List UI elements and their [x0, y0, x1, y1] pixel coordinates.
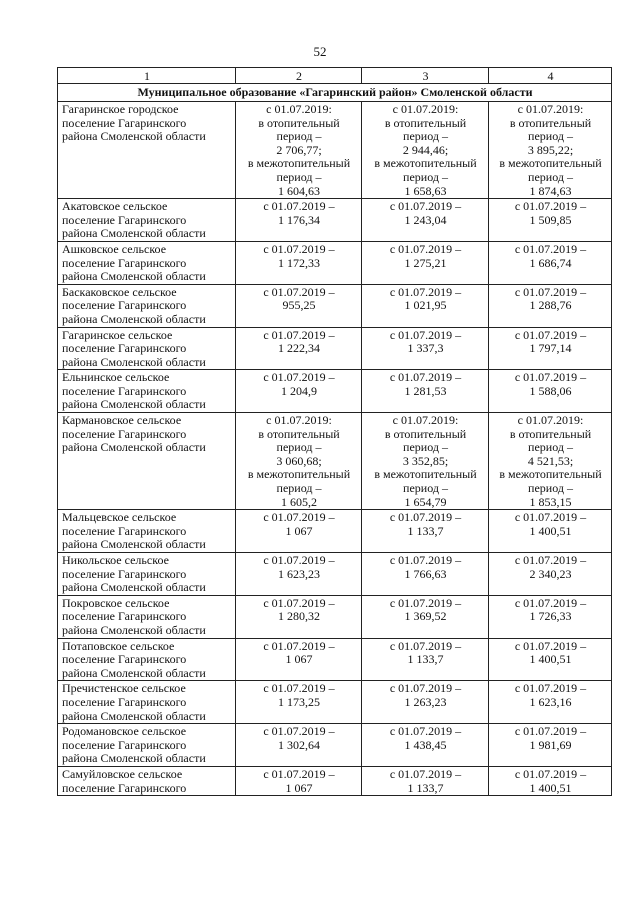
settlement-name-line: поселение Гагаринского	[62, 341, 187, 356]
tariff-text-line: с 01.07.2019:	[517, 413, 584, 428]
tariff-text-line: 1 067	[285, 652, 313, 667]
tariff-text-line: 1 726,33	[529, 609, 572, 624]
tariff-text-line: 3 895,22;	[527, 142, 574, 157]
column-number-4: 4	[489, 68, 612, 84]
tariff-text-line: период –	[528, 440, 573, 455]
tariff-text-line: с 01.07.2019 –	[263, 241, 335, 256]
tariff-text-line: 1 438,45	[404, 737, 447, 752]
tariff-text-line: 1 172,33	[278, 255, 320, 270]
tariff-text-line: 1 173,25	[278, 694, 320, 709]
settlement-name-cell	[58, 370, 236, 413]
settlement-name-line: Гагаринское городское	[62, 102, 179, 116]
tariff-cell-col4	[489, 102, 612, 199]
tariff-cell-col2	[236, 370, 362, 413]
tariff-cell-col3	[362, 370, 489, 413]
settlement-name-line: поселение Гагаринского	[62, 694, 187, 709]
settlement-name-cell	[58, 413, 236, 510]
tariff-text-line: 1 588,06	[529, 383, 572, 398]
tariff-text-line: с 01.07.2019 –	[514, 241, 587, 256]
settlement-name-line: Никольское сельское	[62, 553, 169, 567]
table-row	[58, 724, 612, 767]
settlement-name-line: поселение Гагаринского	[62, 609, 187, 624]
tariff-text-line: 2 340,23	[529, 566, 572, 581]
tariff-text-line: в межотопительный	[499, 467, 602, 482]
settlement-name-line: Кармановское сельское	[62, 413, 182, 428]
tariff-cell-col3	[362, 241, 489, 284]
settlement-name-line: Родомановское сельское	[62, 724, 187, 739]
tariff-cell-col4	[489, 638, 612, 681]
tariff-cell-col4	[489, 553, 612, 596]
tariff-cell-col2	[236, 241, 362, 284]
tariff-text-line: период –	[403, 169, 448, 184]
tariff-text-line: 1 243,04	[404, 212, 447, 227]
settlement-name-cell	[58, 199, 236, 242]
tariff-text-line: с 01.07.2019 –	[263, 595, 335, 610]
settlement-name-line: Ельнинское сельское	[62, 370, 170, 385]
tariff-text-line: 2 944,46;	[402, 142, 449, 157]
table-row	[58, 241, 612, 284]
settlement-name-line: района Смоленской области	[62, 129, 206, 144]
section-title: Муниципальное образование «Гагаринский район» Смоленской области	[58, 84, 612, 102]
settlement-name-line: района Смоленской области	[62, 665, 206, 680]
settlement-name-cell	[58, 766, 236, 795]
tariff-text-line: с 01.07.2019 –	[263, 638, 335, 653]
settlement-name-line: района Смоленской области	[62, 269, 206, 284]
tariff-cell-col4	[489, 284, 612, 327]
table-row	[58, 553, 612, 596]
tariff-text-line: в межотопительный	[374, 467, 477, 482]
tariff-text-line: 1 874,63	[529, 183, 572, 198]
settlement-name-line: района Смоленской области	[62, 397, 206, 412]
tariff-text-line: 1 337,3	[407, 341, 444, 356]
tariff-text-line: 1 067	[285, 780, 313, 795]
tariff-text-line: в отопительный	[258, 426, 340, 441]
tariff-text-line: 4 521,53;	[527, 453, 574, 468]
tariff-cell-col4	[489, 413, 612, 510]
settlement-name-line: района Смоленской области	[62, 537, 206, 552]
tariff-text-line: с 01.07.2019 –	[389, 199, 462, 214]
tariff-text-line: 1 021,95	[404, 298, 447, 313]
tariff-cell-col2	[236, 595, 362, 638]
tariff-text-line: период –	[276, 440, 322, 455]
settlement-name-line: района Смоленской области	[62, 622, 206, 637]
tariff-cell-col3	[362, 766, 489, 795]
settlement-name-line: поселение Гагаринского	[62, 523, 187, 538]
tariff-text-line: 955,25	[282, 298, 316, 313]
tariff-text-line: с 01.07.2019 –	[263, 284, 335, 299]
tariff-text-line: с 01.07.2019 –	[263, 510, 335, 525]
tariff-cell-col2	[236, 327, 362, 370]
tariff-text-line: с 01.07.2019 –	[389, 241, 462, 256]
tariff-text-line: период –	[276, 481, 322, 496]
tariff-text-line: с 01.07.2019 –	[389, 766, 462, 781]
table-row	[58, 284, 612, 327]
tariff-text-line: период –	[403, 129, 448, 144]
table-row	[58, 327, 612, 370]
tariff-text-line: 1 853,15	[529, 494, 572, 509]
tariff-text-line: с 01.07.2019 –	[389, 681, 462, 696]
tariff-text-line: с 01.07.2019 –	[263, 199, 335, 214]
settlement-name-line: поселение Гагаринского	[62, 780, 187, 795]
tariff-text-line: 1 222,34	[278, 341, 320, 356]
table-row	[58, 766, 612, 795]
tariff-text-line: в межотопительный	[499, 156, 602, 171]
settlement-name-line: поселение Гагаринского	[62, 212, 187, 227]
tariff-text-line: 1 981,69	[529, 737, 572, 752]
tariff-cell-col3	[362, 284, 489, 327]
tariff-text-line: 1 400,51	[529, 780, 572, 795]
tariff-text-line: 1 400,51	[529, 652, 572, 667]
tariff-text-line: 1 623,23	[278, 566, 320, 581]
settlement-name-line: Акатовское сельское	[62, 199, 168, 214]
settlement-name-line: района Смоленской области	[62, 708, 206, 723]
tariff-text-line: в отопительный	[384, 426, 467, 441]
tariff-text-line: с 01.07.2019 –	[389, 370, 462, 385]
settlement-name-line: района Смоленской области	[62, 580, 206, 595]
tariff-text-line: в отопительный	[384, 115, 467, 130]
tariff-cell-col2	[236, 284, 362, 327]
settlement-name-line: Ашковское сельское	[62, 241, 167, 256]
settlement-name-cell	[58, 284, 236, 327]
tariff-text-line: период –	[528, 481, 573, 496]
tariff-text-line: 2 706,77;	[276, 142, 322, 157]
tariff-text-line: с 01.07.2019 –	[263, 681, 335, 696]
column-number-2: 2	[236, 68, 362, 84]
tariff-text-line: период –	[276, 129, 322, 144]
settlement-name-line: района Смоленской области	[62, 311, 206, 326]
settlement-name-line: поселение Гагаринского	[62, 115, 187, 130]
tariff-cell-col2	[236, 766, 362, 795]
tariff-text-line: 1 281,53	[404, 383, 447, 398]
table-row	[58, 102, 612, 199]
settlement-name-line: района Смоленской области	[62, 440, 206, 455]
settlement-name-line: Потаповское сельское	[62, 638, 175, 653]
tariff-text-line: 1 288,76	[529, 298, 572, 313]
table-row	[58, 595, 612, 638]
tariff-cell-col2	[236, 510, 362, 553]
tariff-cell-col3	[362, 510, 489, 553]
column-number-row	[58, 68, 612, 84]
settlement-name-cell	[58, 638, 236, 681]
tariff-text-line: с 01.07.2019 –	[389, 327, 462, 342]
tariff-text-line: 1 176,34	[278, 212, 320, 227]
settlement-name-line: поселение Гагаринского	[62, 426, 187, 441]
tariff-text-line: в отопительный	[509, 115, 592, 130]
settlement-name-cell	[58, 724, 236, 767]
tariff-text-line: с 01.07.2019 –	[263, 766, 335, 781]
tariff-text-line: период –	[276, 169, 322, 184]
tariff-cell-col4	[489, 327, 612, 370]
settlement-name-line: Пречистенское сельское	[62, 681, 186, 696]
tariff-cell-col3	[362, 199, 489, 242]
tariff-text-line: 1 686,74	[529, 255, 572, 270]
tariff-text-line: с 01.07.2019 –	[389, 638, 462, 653]
tariff-text-line: 1 204,9	[281, 383, 317, 398]
section-header-row	[58, 84, 612, 102]
column-number-1: 1	[58, 68, 236, 84]
settlement-name-line: поселение Гагаринского	[62, 652, 187, 667]
tariff-text-line: 1 133,7	[407, 523, 444, 538]
tariff-text-line: с 01.07.2019:	[517, 102, 584, 116]
tariff-text-line: с 01.07.2019 –	[514, 370, 587, 385]
tariff-text-line: с 01.07.2019 –	[514, 284, 587, 299]
settlement-name-line: Гагаринское сельское	[62, 327, 173, 342]
tariff-cell-col2	[236, 724, 362, 767]
tariff-text-line: 1 658,63	[404, 183, 447, 198]
tariff-text-line: с 01.07.2019:	[392, 413, 459, 428]
tariff-text-line: с 01.07.2019 –	[514, 327, 587, 342]
tariff-text-line: 1 605,2	[281, 494, 317, 509]
tariff-text-line: 1 623,16	[529, 694, 572, 709]
settlement-name-cell	[58, 327, 236, 370]
tariff-cell-col4	[489, 766, 612, 795]
tariff-text-line: 1 302,64	[278, 737, 320, 752]
tariff-text-line: период –	[403, 481, 448, 496]
tariff-cell-col4	[489, 510, 612, 553]
tariff-cell-col2	[236, 413, 362, 510]
tariff-text-line: с 01.07.2019 –	[263, 327, 335, 342]
tariff-text-line: с 01.07.2019 –	[514, 766, 587, 781]
tariff-text-line: период –	[403, 440, 448, 455]
tariff-text-line: период –	[528, 169, 573, 184]
tariff-text-line: в межотопительный	[374, 156, 477, 171]
settlement-name-cell	[58, 510, 236, 553]
tariff-text-line: с 01.07.2019 –	[389, 510, 462, 525]
tariff-text-line: 3 352,85;	[402, 453, 449, 468]
settlement-name-cell	[58, 553, 236, 596]
tariff-text-line: 1 509,85	[529, 212, 572, 227]
tariff-text-line: с 01.07.2019 –	[263, 370, 335, 385]
settlement-name-line: поселение Гагаринского	[62, 737, 187, 752]
tariff-cell-col2	[236, 681, 362, 724]
tariff-cell-col2	[236, 102, 362, 199]
settlement-name-line: поселение Гагаринского	[62, 566, 187, 581]
table-row	[58, 413, 612, 510]
tariff-text-line: 1 067	[285, 523, 313, 538]
tariff-text-line: в отопительный	[509, 426, 592, 441]
settlement-name-line: района Смоленской области	[62, 751, 206, 766]
settlement-name-line: поселение Гагаринского	[62, 383, 187, 398]
tariff-text-line: с 01.07.2019 –	[514, 595, 587, 610]
tariff-text-line: 1 604,63	[278, 183, 320, 198]
tariff-cell-col3	[362, 681, 489, 724]
tariff-text-line: с 01.07.2019:	[266, 413, 332, 428]
tariff-cell-col3	[362, 595, 489, 638]
settlement-name-line: поселение Гагаринского	[62, 255, 187, 270]
table-row	[58, 199, 612, 242]
tariff-text-line: 1 797,14	[529, 341, 572, 356]
table-row	[58, 681, 612, 724]
tariff-text-line: в межотопительный	[247, 467, 351, 482]
column-number-3: 3	[362, 68, 489, 84]
tariff-cell-col2	[236, 553, 362, 596]
tariff-text-line: с 01.07.2019 –	[389, 284, 462, 299]
tariff-text-line: с 01.07.2019 –	[514, 681, 587, 696]
tariff-text-line: 1 280,32	[278, 609, 320, 624]
tariff-table	[57, 67, 612, 796]
tariff-text-line: с 01.07.2019 –	[263, 724, 335, 739]
settlement-name-line: Покровское сельское	[62, 595, 170, 610]
table-row	[58, 510, 612, 553]
tariff-text-line: 1 263,23	[404, 694, 447, 709]
page-number: 52	[313, 44, 327, 59]
tariff-text-line: с 01.07.2019 –	[263, 553, 335, 567]
settlement-name-cell	[58, 595, 236, 638]
settlement-name-cell	[58, 241, 236, 284]
settlement-name-cell	[58, 681, 236, 724]
settlement-name-line: Самуйловское сельское	[62, 766, 183, 781]
tariff-text-line: с 01.07.2019 –	[389, 724, 462, 739]
tariff-cell-col3	[362, 638, 489, 681]
settlement-name-line: Мальцевское сельское	[62, 510, 177, 525]
tariff-cell-col4	[489, 370, 612, 413]
tariff-cell-col4	[489, 681, 612, 724]
tariff-cell-col3	[362, 327, 489, 370]
tariff-text-line: 1 400,51	[529, 523, 572, 538]
tariff-text-line: с 01.07.2019 –	[389, 553, 462, 567]
tariff-text-line: с 01.07.2019:	[266, 102, 332, 116]
settlement-name-line: района Смоленской области	[62, 354, 206, 369]
tariff-cell-col2	[236, 638, 362, 681]
tariff-text-line: в отопительный	[258, 115, 340, 130]
tariff-cell-col4	[489, 241, 612, 284]
table-row	[58, 370, 612, 413]
table-row	[58, 638, 612, 681]
tariff-text-line: с 01.07.2019:	[392, 102, 459, 116]
tariff-text-line: 1 275,21	[404, 255, 447, 270]
tariff-text-line: с 01.07.2019 –	[514, 724, 587, 739]
tariff-text-line: 1 766,63	[404, 566, 447, 581]
tariff-cell-col4	[489, 199, 612, 242]
tariff-cell-col3	[362, 724, 489, 767]
settlement-name-cell	[58, 102, 236, 199]
tariff-text-line: с 01.07.2019 –	[514, 638, 587, 653]
tariff-text-line: период –	[528, 129, 573, 144]
tariff-cell-col3	[362, 413, 489, 510]
settlement-name-line: поселение Гагаринского	[62, 298, 187, 313]
tariff-cell-col3	[362, 102, 489, 199]
settlement-name-line: района Смоленской области	[62, 226, 206, 241]
tariff-text-line: 1 654,79	[404, 494, 447, 509]
tariff-text-line: в межотопительный	[247, 156, 351, 171]
tariff-text-line: 1 369,52	[404, 609, 447, 624]
tariff-text-line: 3 060,68;	[276, 453, 322, 468]
tariff-cell-col2	[236, 199, 362, 242]
tariff-text-line: 1 133,7	[407, 780, 444, 795]
tariff-text-line: с 01.07.2019 –	[389, 595, 462, 610]
tariff-text-line: с 01.07.2019 –	[514, 510, 587, 525]
settlement-name-line: Баскаковское сельское	[62, 284, 177, 299]
tariff-cell-col3	[362, 553, 489, 596]
tariff-text-line: 1 133,7	[407, 652, 444, 667]
tariff-text-line: с 01.07.2019 –	[514, 553, 587, 567]
tariff-cell-col4	[489, 724, 612, 767]
tariff-cell-col4	[489, 595, 612, 638]
tariff-text-line: с 01.07.2019 –	[514, 199, 587, 214]
